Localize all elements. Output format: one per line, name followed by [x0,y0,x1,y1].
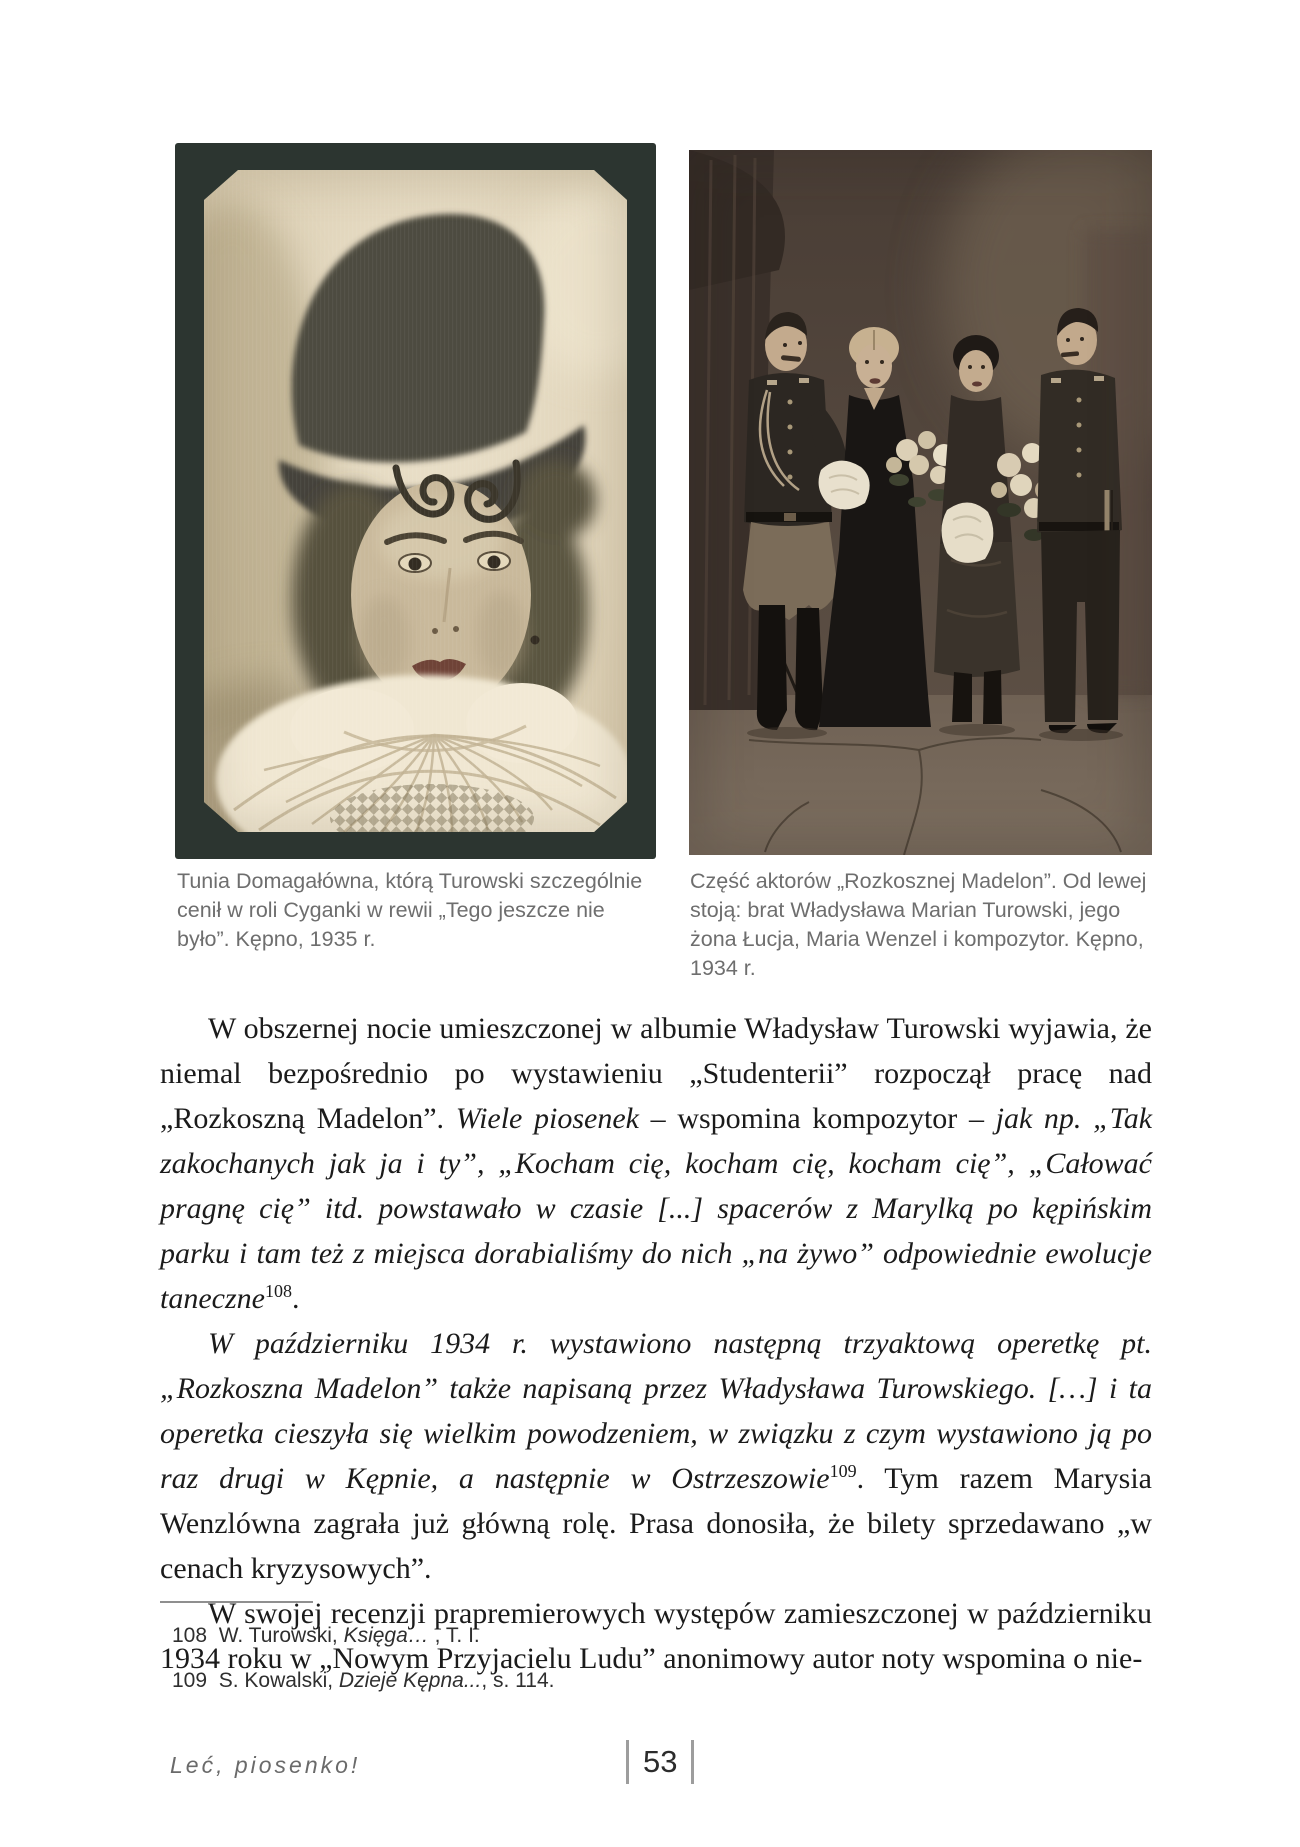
caption-right: Część aktorów „Rozkosznej Madelon”. Od lewej stoją: brat Władysława Marian Turowski, jego żona Łucja, Maria Wenzel i kompozytor. Kępno, 1934 r. [690,869,1147,980]
body-text [160,1006,1152,1681]
paragraph-2: W październiku 1934 r. wystawiono następną trzyaktową operetkę pt. „Rozkoszna Madelon” także napisaną przez Władysława Turowskiego. […] i ta operetka cieszyła się wielkim powodzeniem, w związku z czym wystawiono ją po raz drugi w Kępnie, a następnie w Ostrzeszowie$^{109}$. Tym razem Marysia Wenzlówna zagrała już główną rolę. Prasa donosiła, że bilety sprzedawano „w cenach kryzysowych”. [160,1327,1152,1585]
footnote-108: 108 W. Turowski, Księga… , T. I. [172,1624,480,1647]
footnote-rule [160,1601,313,1603]
footnote-109: 109 S. Kowalski, Dzieje Kępna..., s. 114. [172,1669,555,1692]
left-photo-illustration [204,170,627,832]
photo-mount-left [175,143,656,859]
footer-book-title: Leć, piosenko! [170,1752,361,1778]
white-bag [942,502,994,562]
paragraph-3: W swojej recenzji prapremierowych występów zamieszczonej w październiku 1934 roku w „Nowym Przyjacielu Ludu” anonimowy autor noty wspomina o nie- [160,1597,1152,1675]
paragraph-1: W obszernej nocie umieszczonej w albumie Władysław Turowski wyjawia, że niemal bezpośrednio po wystawieniu „Studenterii” rozpoczął pracę nad „Rozkoszną Madelon”. Wiele piosenek – wspomina kompozytor – jak np. „Tak zakochanych jak ja i ty”, „Kocham cię, kocham cię, kocham cię”, „Całować pragnę cię” itd. powstawało w czasie [...] spacerów z Marylką po kępińskim parku i tam też z miejsca dorabialiśmy do nich „na żywo” odpowiednie ewolucje taneczne$^{108}$. [160,1012,1153,1315]
page-number-bar-right [691,1740,694,1784]
page-number [626,1740,694,1784]
right-photo-illustration [689,150,1152,855]
page-number-bar-left [626,1740,629,1784]
photo-right [689,150,1152,855]
left-photo [204,170,627,832]
caption-left: Tunia Domagałówna, którą Turowski szczególnie cenił w roli Cyganki w rewii „Tego jeszcze nie było”. Kępno, 1935 r. [177,869,643,951]
page-number-value: 53 [643,1744,678,1779]
footnote-list [172,1622,1072,1712]
